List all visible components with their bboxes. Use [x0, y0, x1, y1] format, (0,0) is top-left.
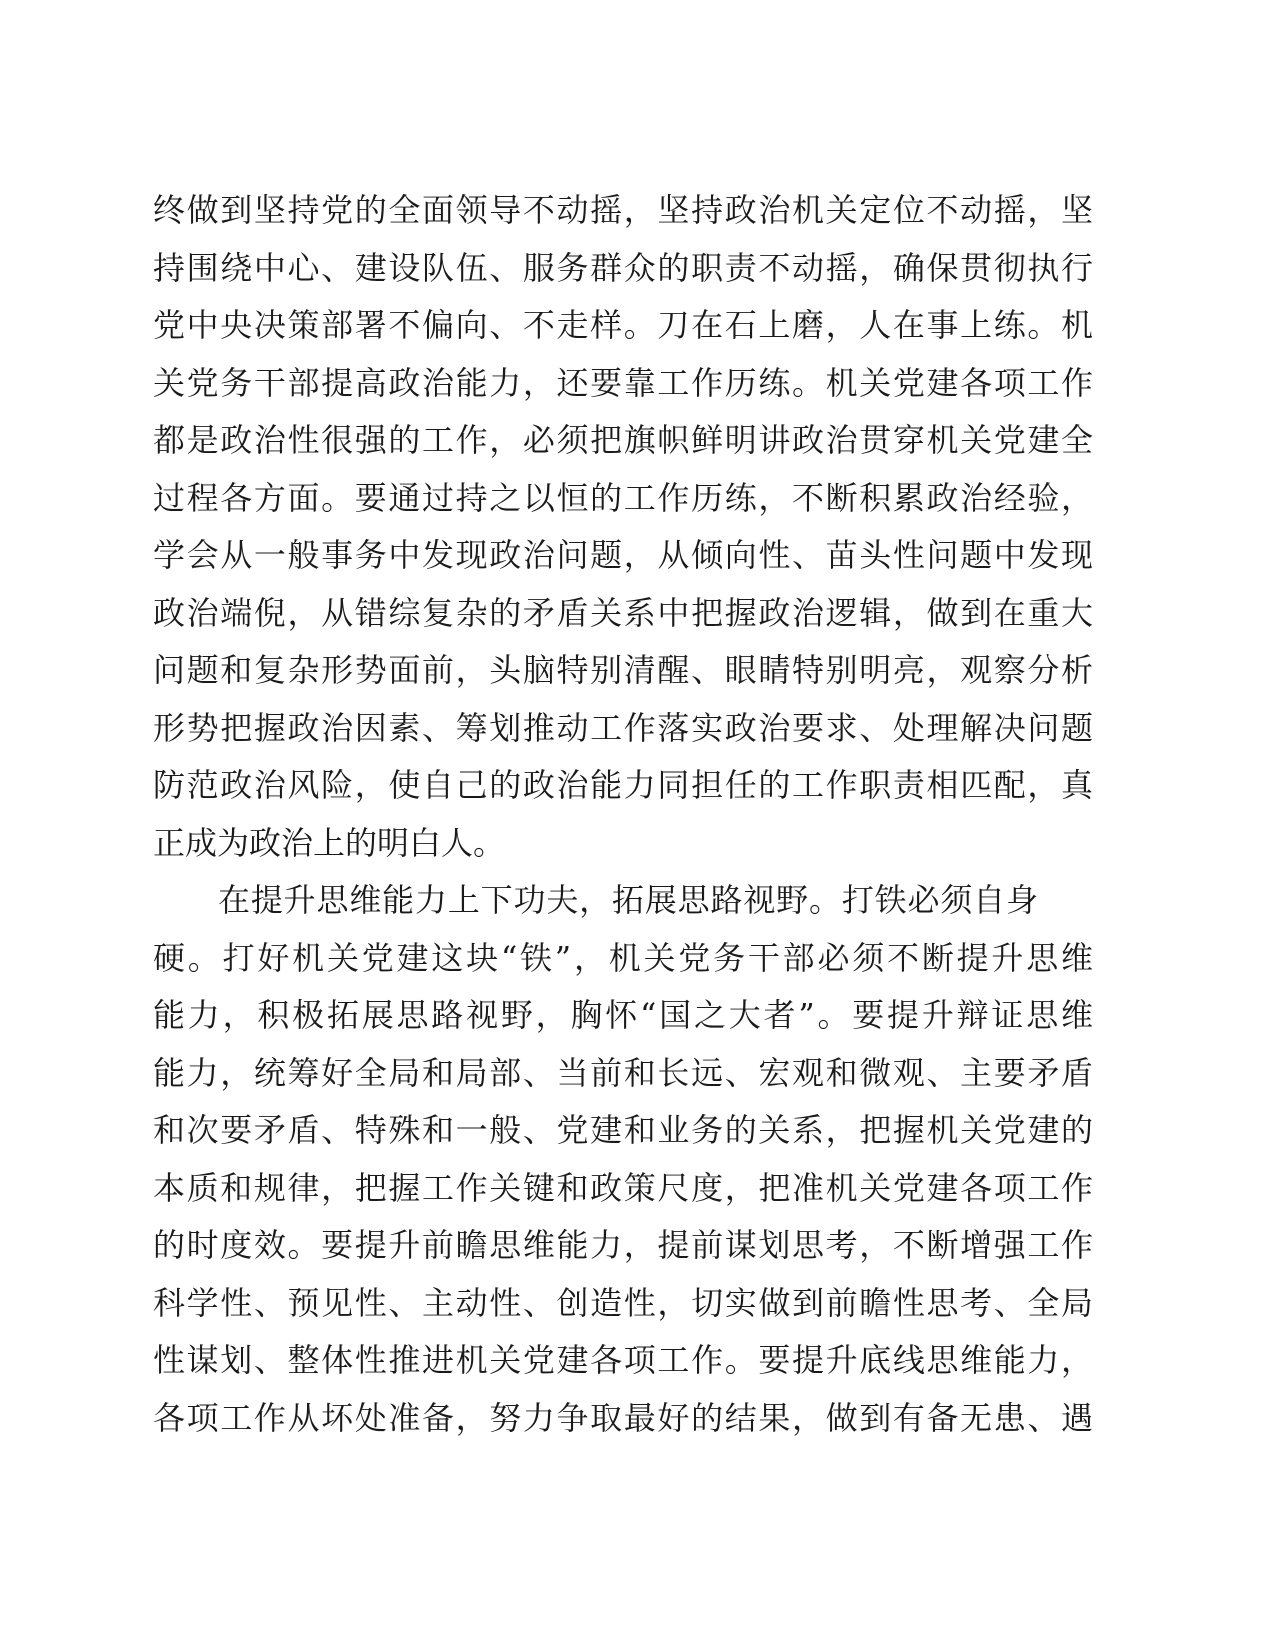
text-line: 政治端倪，从错综复杂的矛盾关系中把握政治逻辑，做到在重大: [153, 593, 1093, 632]
text-line: 性谋划、整体性推进机关党建各项工作。要提升底线思维能力，: [153, 1341, 1093, 1379]
text-line: 在提升思维能力上下功夫，拓展思路视野。打铁必须自身: [218, 881, 1038, 919]
text-line: 本质和规律，把握工作关键和政策尺度，把准机关党建各项工作: [153, 1168, 1093, 1207]
text-line: 的时度效。要提升前瞻思维能力，提前谋划思考，不断增强工作: [153, 1226, 1093, 1264]
text-line: 硬。打好机关党建这块“铁”，机关党务干部必须不断提升思维: [153, 938, 1093, 977]
paragraph-2: [153, 872, 1093, 1447]
text-line: 和次要矛盾、特殊和一般、党建和业务的关系，把握机关党建的: [153, 1111, 1093, 1149]
text-line: 防范政治风险，使自己的政治能力同担任的工作职责相匹配，真: [153, 766, 1093, 804]
text-line: 各项工作从坏处准备，努力争取最好的结果，做到有备无患、遇: [153, 1398, 1093, 1437]
text-line: 问题和复杂形势面前，头脑特别清醒、眼睛特别明亮，观察分析: [153, 651, 1093, 689]
text-line: 形势把握政治因素、筹划推动工作落实政治要求、处理解决问题: [153, 708, 1093, 747]
text-line: 能力，统筹好全局和局部、当前和长远、宏观和微观、主要矛盾: [153, 1053, 1093, 1092]
text-line: 学会从一般事务中发现政治问题，从倾向性、苗头性问题中发现: [153, 536, 1093, 574]
text-line: 能力，积极拓展思路视野，胸怀“国之大者”。要提升辩证思维: [153, 996, 1093, 1034]
document-body: [153, 182, 1093, 1447]
text-line: 正成为政治上的明白人。: [153, 823, 506, 862]
text-line: 科学性、预见性、主动性、创造性，切实做到前瞻性思考、全局: [153, 1283, 1093, 1322]
text-line: 都是政治性很强的工作，必须把旗帜鲜明讲政治贯穿机关党建全: [153, 421, 1093, 459]
paragraph-1: [153, 182, 1093, 872]
text-line: 关党务干部提高政治能力，还要靠工作历练。机关党建各项工作: [153, 363, 1093, 402]
text-line: 过程各方面。要通过持之以恒的工作历练，不断积累政治经验，: [153, 478, 1093, 517]
text-line: 持围绕中心、建设队伍、服务群众的职责不动摇，确保贯彻执行: [153, 248, 1093, 287]
text-line: 党中央决策部署不偏向、不走样。刀在石上磨，人在事上练。机: [153, 306, 1093, 344]
text-line: 终做到坚持党的全面领导不动摇，坚持政治机关定位不动摇，坚: [153, 191, 1093, 229]
